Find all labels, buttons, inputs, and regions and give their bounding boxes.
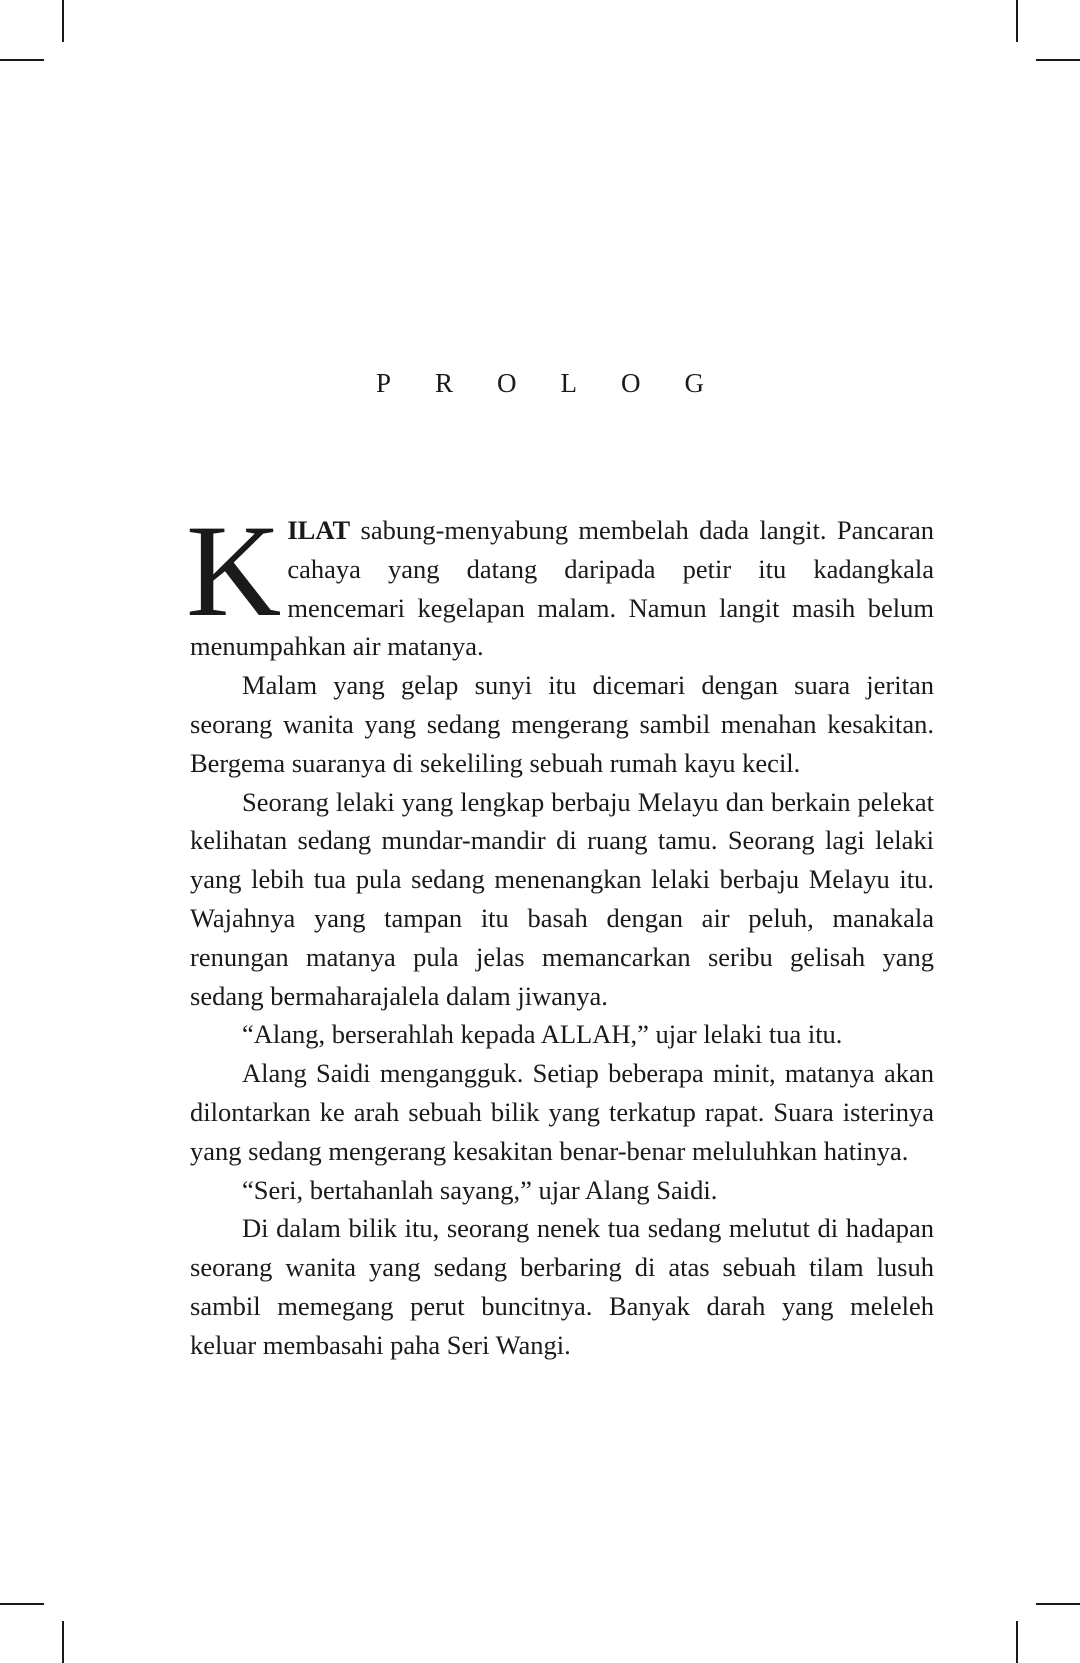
crop-mark-top-right-horizontal: [1036, 59, 1080, 61]
opening-text: sabung-menyabung membelah dada langit. Pancaran cahaya yang datang daripada petir itu kadangkala mencemari kegelapan malam. Namun langit masih belum menumpahkan air matanya.: [190, 515, 934, 662]
lead-word: ILAT: [287, 515, 351, 545]
drop-cap: K: [186, 497, 282, 644]
paragraph: Alang Saidi mengangguk. Setiap beberapa minit, matanya akan dilontarkan ke arah sebuah bilik yang terkatup rapat. Suara isterinya yang sedang mengerang kesakitan benar-benar meluluhkan hatinya.: [190, 1058, 934, 1166]
paragraph: Seorang lelaki yang lengkap berbaju Melayu dan berkain pelekat kelihatan sedang mundar-mandir di ruang tamu. Seorang lagi lelaki yang lebih tua pula sedang menenangkan lelaki berbaju Melayu itu. Wajahnya yang tampan itu basah dengan air peluh, manakala renungan matanya pula jelas memancarkan seribu gelisah yang sedang bermaharajalela dalam jiwanya.: [190, 786, 934, 1011]
crop-mark-bottom-left-horizontal: [0, 1603, 44, 1605]
paragraph: “Seri, bertahanlah sayang,” ujar Alang Saidi.: [242, 1174, 718, 1205]
chapter-title: PROLOG: [375, 368, 748, 398]
crop-mark-top-left-vertical: [62, 0, 64, 42]
paragraph: Di dalam bilik itu, seorang nenek tua sedang melutut di hadapan seorang wanita yang sedang berbaring di atas sebuah tilam lusuh sambil memegang perut buncitnya. Banyak darah yang meleleh keluar membasahi paha Seri Wangi.: [190, 1213, 934, 1360]
crop-mark-bottom-right-vertical: [1016, 1621, 1018, 1663]
crop-mark-bottom-right-horizontal: [1036, 1603, 1080, 1605]
body-text: [186, 497, 934, 1365]
crop-mark-top-right-vertical: [1016, 0, 1018, 42]
crop-mark-bottom-left-vertical: [62, 1621, 64, 1663]
paragraph: Malam yang gelap sunyi itu dicemari dengan suara jeritan seorang wanita yang sedang mengerang sambil menahan kesakitan. Bergema suaranya di sekeliling sebuah rumah kayu kecil.: [190, 670, 934, 778]
paragraph-opening: [186, 497, 934, 666]
paragraph: “Alang, berserahlah kepada ALLAH,” ujar lelaki tua itu.: [242, 1019, 843, 1050]
crop-mark-top-left-horizontal: [0, 59, 44, 61]
